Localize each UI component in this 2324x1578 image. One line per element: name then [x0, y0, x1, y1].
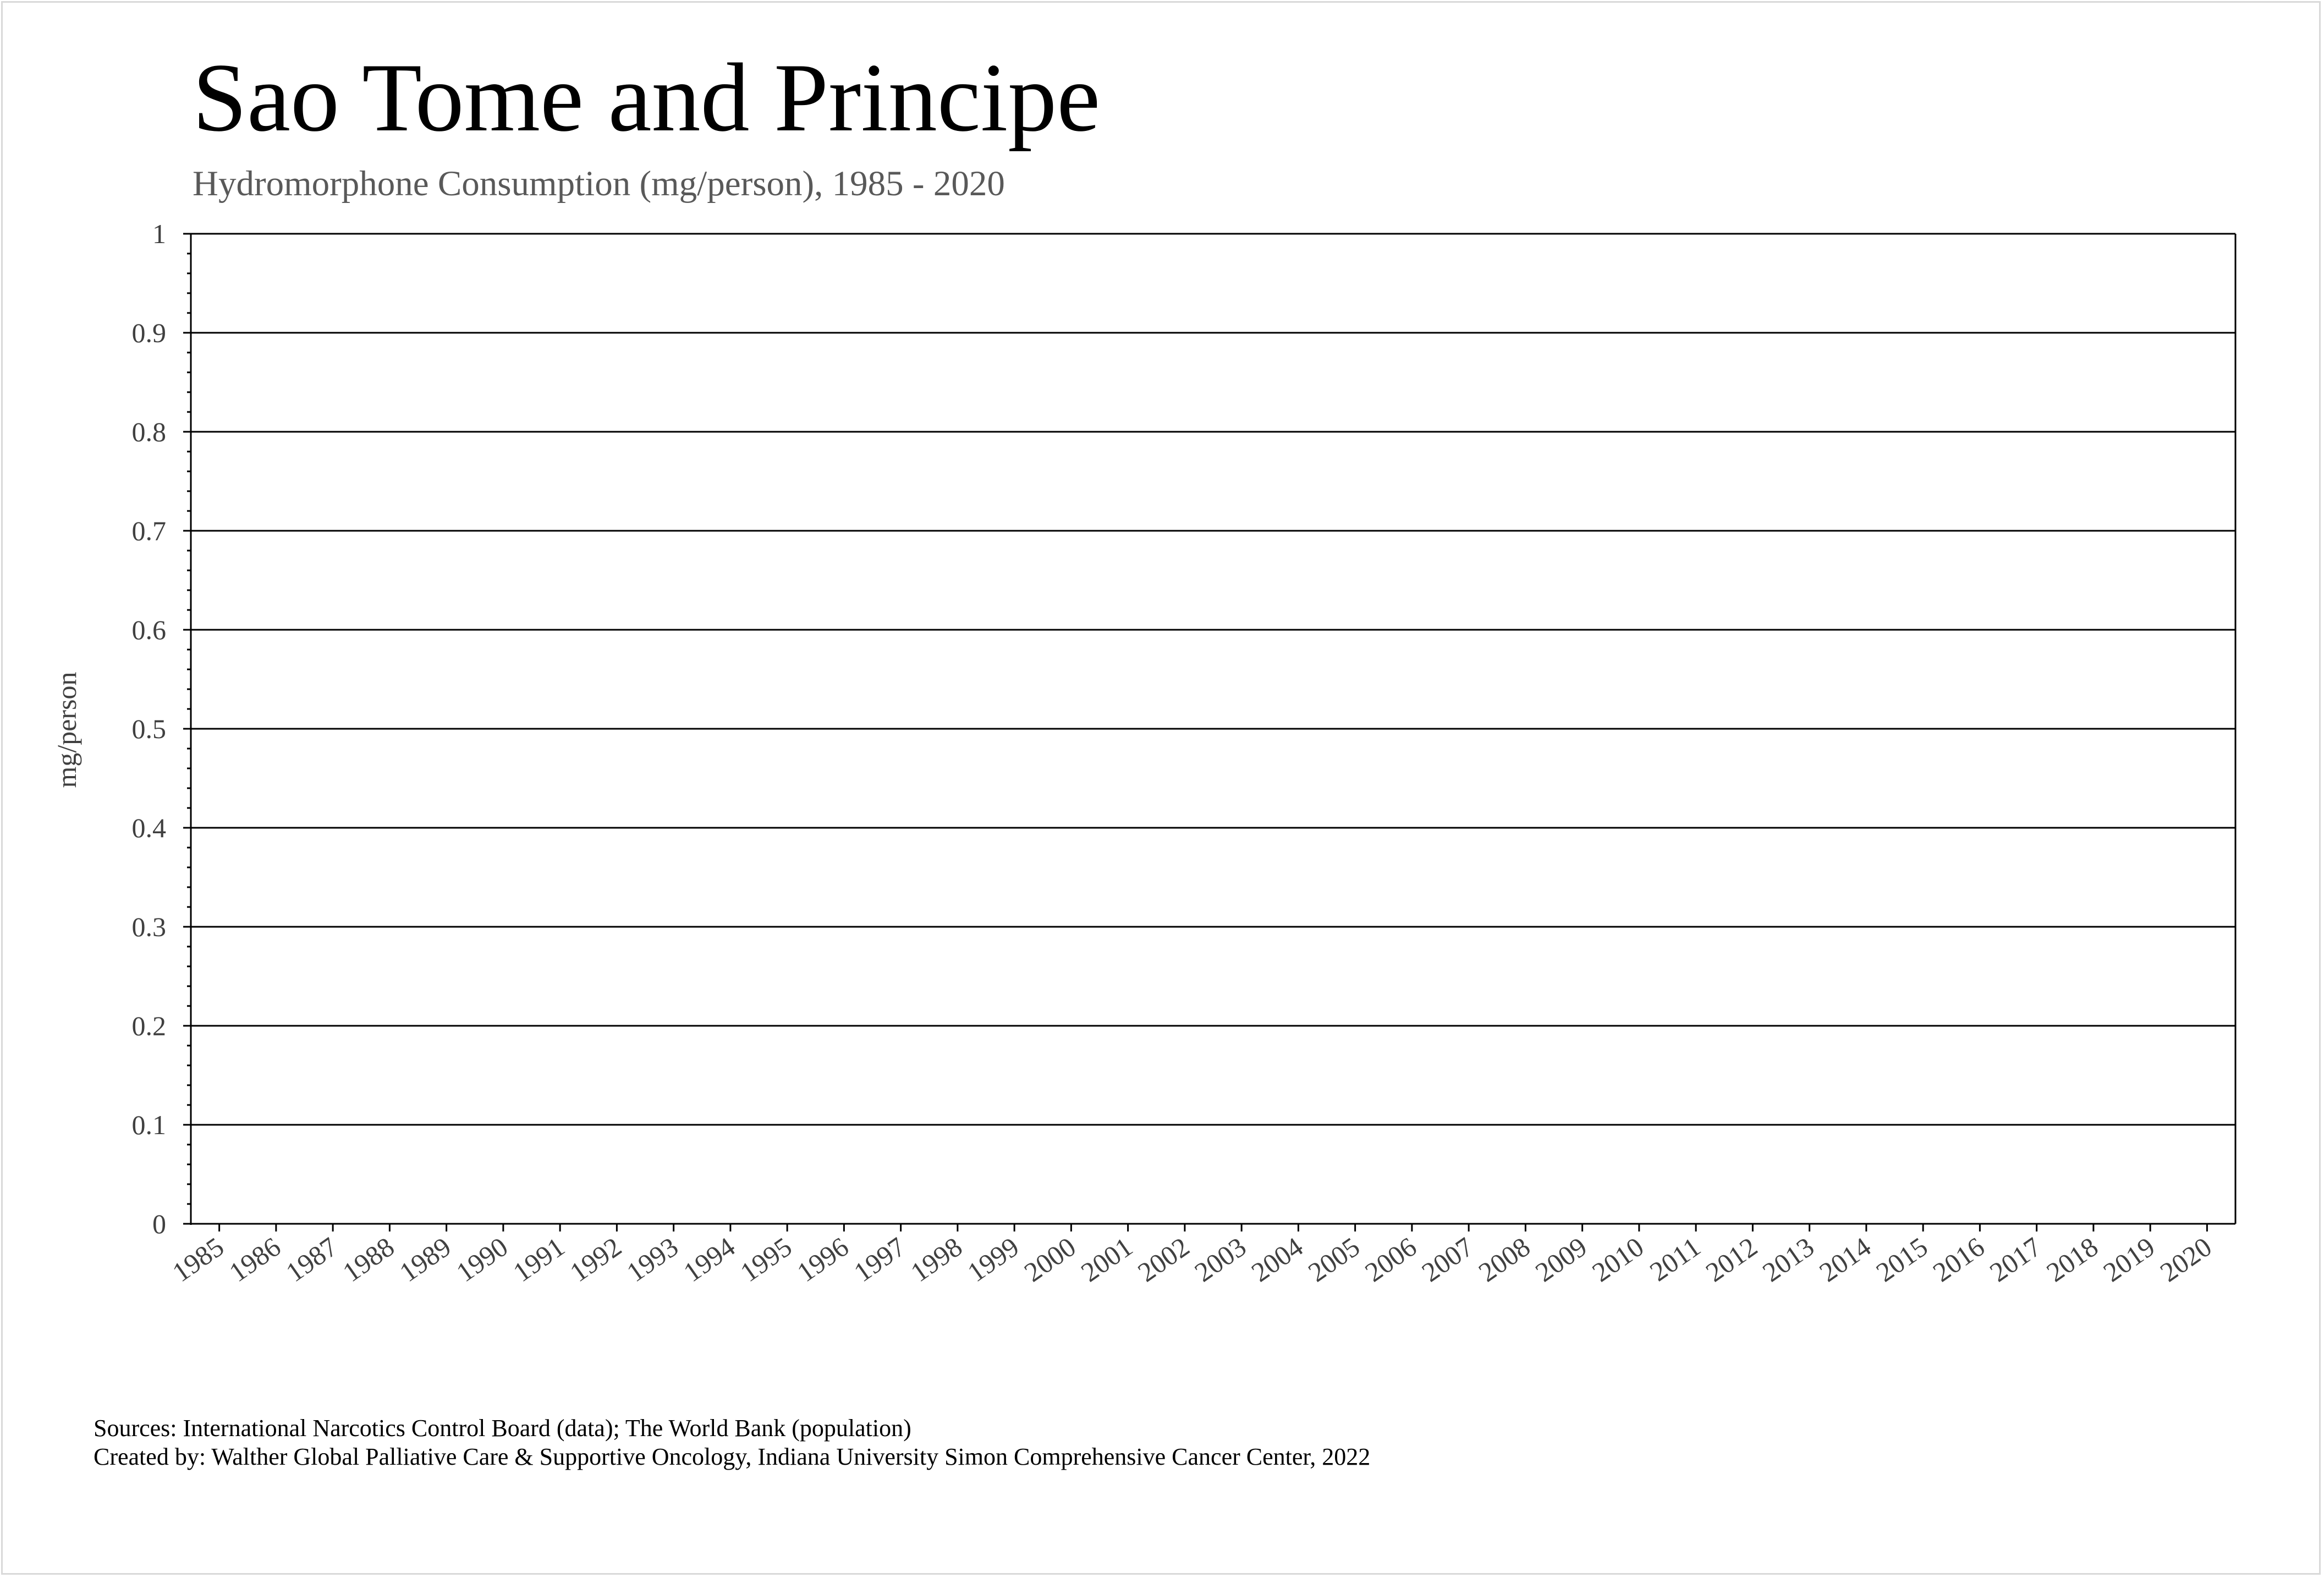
x-tick-label: 2009 — [1529, 1231, 1592, 1288]
x-tick-label: 2012 — [1700, 1231, 1763, 1288]
x-tick-label: 1986 — [223, 1231, 287, 1288]
x-tick-label: 2002 — [1132, 1231, 1195, 1288]
y-tick-label: 0.9 — [131, 317, 166, 348]
x-tick-label: 2016 — [1927, 1231, 1990, 1288]
x-tick-label: 2017 — [1984, 1231, 2047, 1288]
chart-subtitle: Hydromorphone Consumption (mg/person), 1985 - 2020 — [193, 164, 1005, 204]
x-tick-label: 1996 — [791, 1231, 854, 1288]
y-tick-label: 0.6 — [131, 614, 166, 645]
x-tick-label: 1998 — [905, 1231, 968, 1288]
x-tick-label: 2004 — [1245, 1231, 1309, 1288]
x-tick-label: 2014 — [1814, 1231, 1877, 1288]
x-tick-label: 2020 — [2154, 1231, 2217, 1288]
x-tick-label: 1999 — [962, 1231, 1025, 1288]
x-tick-label: 2019 — [2097, 1231, 2161, 1288]
x-tick-label: 2018 — [2041, 1231, 2104, 1288]
x-tick-label: 2013 — [1756, 1231, 1820, 1288]
x-tick-label: 1985 — [166, 1231, 229, 1288]
x-tick-label: 2000 — [1018, 1231, 1081, 1288]
y-tick-label: 1 — [152, 218, 166, 249]
x-tick-label: 2010 — [1586, 1231, 1650, 1288]
x-tick-label: 1993 — [620, 1231, 684, 1288]
y-tick-label: 0.5 — [131, 713, 166, 744]
x-tick-label: 1997 — [848, 1231, 911, 1288]
y-tick-label: 0 — [152, 1208, 166, 1239]
y-tick-label: 0.4 — [131, 812, 166, 843]
x-tick-label: 2008 — [1473, 1231, 1536, 1288]
y-tick-label: 0.8 — [131, 416, 166, 447]
x-tick-label: 1995 — [734, 1231, 798, 1288]
plot-area — [132, 218, 2236, 1288]
x-tick-label: 1991 — [507, 1231, 570, 1288]
x-tick-label: 1987 — [280, 1231, 343, 1288]
x-tick-label: 1990 — [450, 1231, 514, 1288]
x-tick-label: 2003 — [1189, 1231, 1252, 1288]
created-by-note: Created by: Walther Global Palliative Care & Supportive Oncology, Indiana University Simon Comprehensive Cancer Center, 2022 — [94, 1443, 1371, 1470]
x-tick-label: 1989 — [393, 1231, 457, 1288]
y-tick-label: 0.3 — [131, 911, 166, 942]
x-tick-label: 1994 — [678, 1231, 741, 1288]
x-tick-label: 2001 — [1075, 1231, 1138, 1288]
y-tick-label: 0.1 — [131, 1109, 166, 1140]
x-tick-label: 1988 — [337, 1231, 400, 1288]
y-axis-label: mg/person — [51, 672, 82, 788]
x-tick-label: 2015 — [1870, 1231, 1933, 1288]
x-tick-label: 2007 — [1416, 1231, 1479, 1288]
x-tick-label: 2005 — [1302, 1231, 1365, 1288]
x-tick-label: 2006 — [1359, 1231, 1422, 1288]
y-tick-label: 0.7 — [131, 515, 166, 546]
chart-title: Sao Tome and Principe — [193, 43, 1101, 152]
y-tick-label: 0.2 — [131, 1010, 166, 1041]
x-tick-label: 2011 — [1644, 1231, 1706, 1288]
x-tick-label: 1992 — [564, 1231, 627, 1288]
sources-note: Sources: International Narcotics Control Board (data); The World Bank (population) — [94, 1415, 911, 1442]
